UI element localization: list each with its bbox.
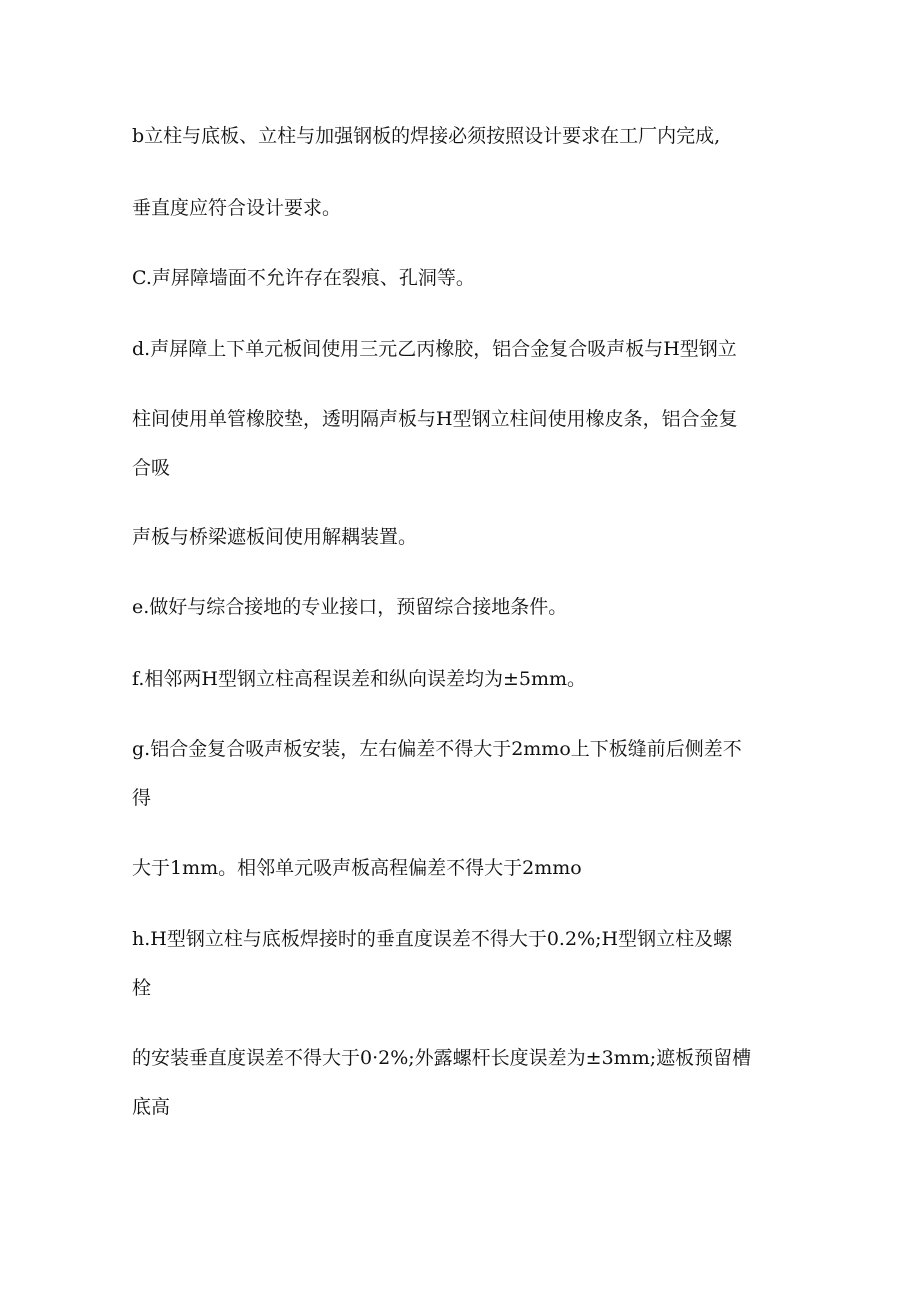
paragraph-d-line-3: 合吸	[132, 457, 171, 479]
paragraph-h-line-3: 的安装垂直度误差不得大于0·2%;外露螺杆长度误差为±3mm;遮板预留槽	[132, 1047, 752, 1069]
paragraph-c: C.声屏障墙面不允许存在裂痕、孔洞等。	[132, 267, 475, 289]
paragraph-b-line-1: b立柱与底板、立柱与加强钢板的焊接必须按照设计要求在工厂内完成,	[132, 125, 721, 147]
paragraph-g-line-2: 得	[132, 787, 152, 809]
paragraph-d-line-2: 柱间使用单管橡胶垫，透明隔声板与H型钢立柱间使用橡皮条，铝合金复	[132, 408, 738, 430]
paragraph-d-line-4: 声板与桥梁遮板间使用解耦装置。	[132, 526, 418, 548]
paragraph-d-line-1: d.声屏障上下单元板间使用三元乙丙橡胶，铝合金复合吸声板与H型钢立	[132, 338, 737, 360]
paragraph-h-line-1: h.H型钢立柱与底板焊接时的垂直度误差不得大于0.2%;H型钢立柱及螺	[132, 928, 733, 950]
paragraph-f: f.相邻两H型钢立柱高程误差和纵向误差均为±5mm。	[132, 668, 587, 690]
paragraph-g-line-1: g.铝合金复合吸声板安装，左右偏差不得大于2mmo上下板缝前后侧差不	[132, 738, 742, 760]
paragraph-h-line-2: 栓	[132, 977, 152, 999]
paragraph-b-line-2: 垂直度应符合设计要求。	[132, 197, 342, 219]
paragraph-e: e.做好与综合接地的专业接口，预留综合接地条件。	[132, 596, 568, 618]
paragraph-h-line-4: 底高	[132, 1096, 171, 1118]
paragraph-g-line-3: 大于1mm。相邻单元吸声板高程偏差不得大于2mmo	[132, 857, 582, 879]
